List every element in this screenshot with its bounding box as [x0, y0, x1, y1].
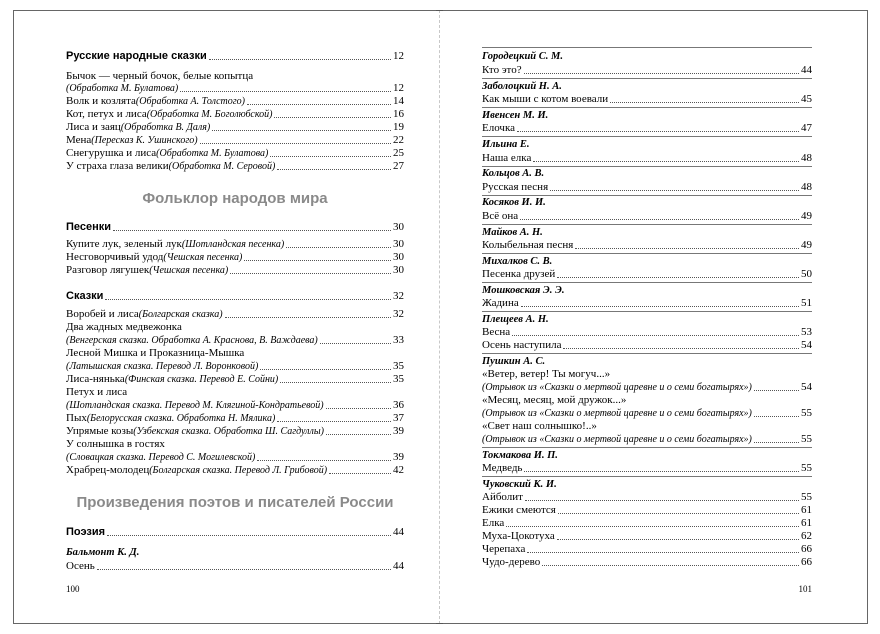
divider [482, 353, 812, 354]
divider [482, 282, 812, 283]
toc-entry[interactable]: Чудо-дерево 66 [482, 556, 812, 568]
toc-author: Городецкий С. М. [482, 51, 563, 62]
toc-author: Чуковский К. И. [482, 479, 557, 490]
toc-entry-title[interactable]: Бычок — черный бочок, белые копытца [66, 70, 254, 82]
toc-entry[interactable]: Наша елка 48 [482, 152, 812, 164]
part-heading-poets: Произведения поэтов и писателей России [76, 494, 394, 511]
toc-author: Ильина Е. [482, 139, 530, 150]
toc-section-tales[interactable]: Сказки 32 [66, 290, 404, 302]
toc-author: Заболоцкий Н. А. [482, 81, 562, 92]
toc-entry[interactable]: Песенка друзей 50 [482, 268, 812, 280]
toc-entry[interactable]: Муха-Цокотуха 62 [482, 530, 812, 542]
page-number: 101 [798, 584, 812, 594]
page-number: 100 [66, 584, 80, 594]
toc-entry[interactable]: У страха глаза велики (Обработка М. Серовой) 27 [66, 160, 404, 172]
page-gutter [439, 10, 440, 624]
toc-entry[interactable]: Елочка 47 [482, 122, 812, 134]
toc-entry[interactable]: Колыбельная песня 49 [482, 239, 812, 251]
divider [482, 311, 812, 312]
crop-mark-top [436, 10, 443, 11]
toc-entry[interactable]: Разговор лягушек (Чешская песенка) 30 [66, 264, 404, 276]
toc-section-poetry[interactable]: Поэзия 44 [66, 526, 404, 538]
part-heading-folklore: Фольклор народов мира [142, 190, 328, 207]
toc-entry[interactable]: (Латышская сказка. Перевод Л. Воронковой) 35 [66, 360, 404, 372]
toc-entry-title[interactable]: «Месяц, месяц, мой дружок...» [482, 394, 627, 406]
toc-entry[interactable]: Купите лук, зеленый лук (Шотландская песенка) 30 [66, 238, 404, 250]
divider [482, 224, 812, 225]
toc-section-russian-tales[interactable]: Русские народные сказки 12 [66, 50, 404, 62]
toc-entry[interactable]: (Отрывок из «Сказки о мертвой царевне и о семи богатырях») 55 [482, 433, 812, 445]
toc-section-songs[interactable]: Песенки 30 [66, 221, 404, 233]
toc-author: Токмакова И. П. [482, 450, 558, 461]
toc-entry[interactable]: (Отрывок из «Сказки о мертвой царевне и о семи богатырях») 55 [482, 407, 812, 419]
toc-entry[interactable]: (Венгерская сказка. Обработка А. Краснова, В. Важдаева) 33 [66, 334, 404, 346]
toc-author: Плещеев А. Н. [482, 314, 549, 325]
toc-author: Михалков С. В. [482, 256, 553, 267]
toc-entry[interactable]: Всё она 49 [482, 210, 812, 222]
toc-entry[interactable]: Лиса и заяц (Обработка В. Даля) 19 [66, 121, 404, 133]
toc-entry[interactable]: Черепаха 66 [482, 543, 812, 555]
divider [482, 195, 812, 196]
toc-entry-title[interactable]: «Ветер, ветер! Ты могуч...» [482, 368, 611, 380]
toc-entry[interactable]: Снегурушка и лиса (Обработка М. Булатова) 25 [66, 147, 404, 159]
divider [482, 166, 812, 167]
toc-entry[interactable]: Ежики смеются 61 [482, 504, 812, 516]
divider [482, 78, 812, 79]
toc-entry[interactable]: Воробей и лиса (Болгарская сказка) 32 [66, 308, 404, 320]
toc-entry[interactable]: Весна 53 [482, 326, 812, 338]
toc-author: Косяков И. И. [482, 197, 546, 208]
toc-entry-title[interactable]: У солнышка в гостях [66, 438, 165, 450]
toc-entry-title[interactable]: Два жадных медвежонка [66, 321, 182, 333]
toc-entry[interactable]: (Отрывок из «Сказки о мертвой царевне и о семи богатырях») 54 [482, 381, 812, 393]
toc-entry-title[interactable]: «Свет наш солнышко!..» [482, 420, 597, 432]
toc-entry[interactable]: Айболит 55 [482, 491, 812, 503]
toc-entry[interactable]: Пых (Белорусская сказка. Обработка Н. Мялика) 37 [66, 412, 404, 424]
divider [482, 47, 812, 48]
divider [482, 136, 812, 137]
toc-entry[interactable]: Кот, петух и лиса (Обработка М. Боголюбской) 16 [66, 108, 404, 120]
toc-entry[interactable]: Несговорчивый удод (Чешская песенка) 30 [66, 251, 404, 263]
toc-entry[interactable]: (Обработка М. Булатова) 12 [66, 82, 404, 94]
divider [482, 476, 812, 477]
toc-author: Кольцов А. В. [482, 168, 545, 179]
divider [482, 447, 812, 448]
toc-author: Майков А. Н. [482, 227, 543, 238]
divider [482, 253, 812, 254]
toc-entry[interactable]: Кто это? 44 [482, 64, 812, 76]
crop-mark-bottom [436, 623, 443, 624]
toc-author: Пушкин А. С. [482, 356, 546, 367]
toc-author: Мошковская Э. Э. [482, 285, 565, 296]
toc-author: Ивенсен М. И. [482, 110, 549, 121]
toc-entry[interactable]: Лиса-нянька (Финская сказка. Перевод Е. Сойни) 35 [66, 373, 404, 385]
toc-entry[interactable]: (Шотландская сказка. Перевод М. Клягиной-Кондратьевой) 36 [66, 399, 404, 411]
toc-entry[interactable]: Осень 44 [66, 560, 404, 572]
toc-entry[interactable]: Русская песня 48 [482, 181, 812, 193]
divider [482, 107, 812, 108]
toc-entry-title[interactable]: Петух и лиса [66, 386, 128, 398]
toc-entry[interactable]: Храбрец-молодец (Болгарская сказка. Перевод Л. Грибовой) 42 [66, 464, 404, 476]
toc-entry[interactable]: Упрямые козы (Узбекская сказка. Обработка Ш. Сагдуллы) 39 [66, 425, 404, 437]
toc-entry[interactable]: Осень наступила 54 [482, 339, 812, 351]
toc-entry[interactable]: Мена (Пересказ К. Ушинского) 22 [66, 134, 404, 146]
toc-entry[interactable]: Волк и козлята (Обработка А. Толстого) 14 [66, 95, 404, 107]
toc-entry[interactable]: (Словацкая сказка. Перевод С. Могилевской) 39 [66, 451, 404, 463]
toc-author: Бальмонт К. Д. [66, 547, 140, 558]
toc-entry[interactable]: Медведь 55 [482, 462, 812, 474]
toc-entry[interactable]: Елка 61 [482, 517, 812, 529]
toc-entry[interactable]: Жадина 51 [482, 297, 812, 309]
toc-entry[interactable]: Как мыши с котом воевали 45 [482, 93, 812, 105]
toc-entry-title[interactable]: Лесной Мишка и Проказница-Мышка [66, 347, 245, 359]
